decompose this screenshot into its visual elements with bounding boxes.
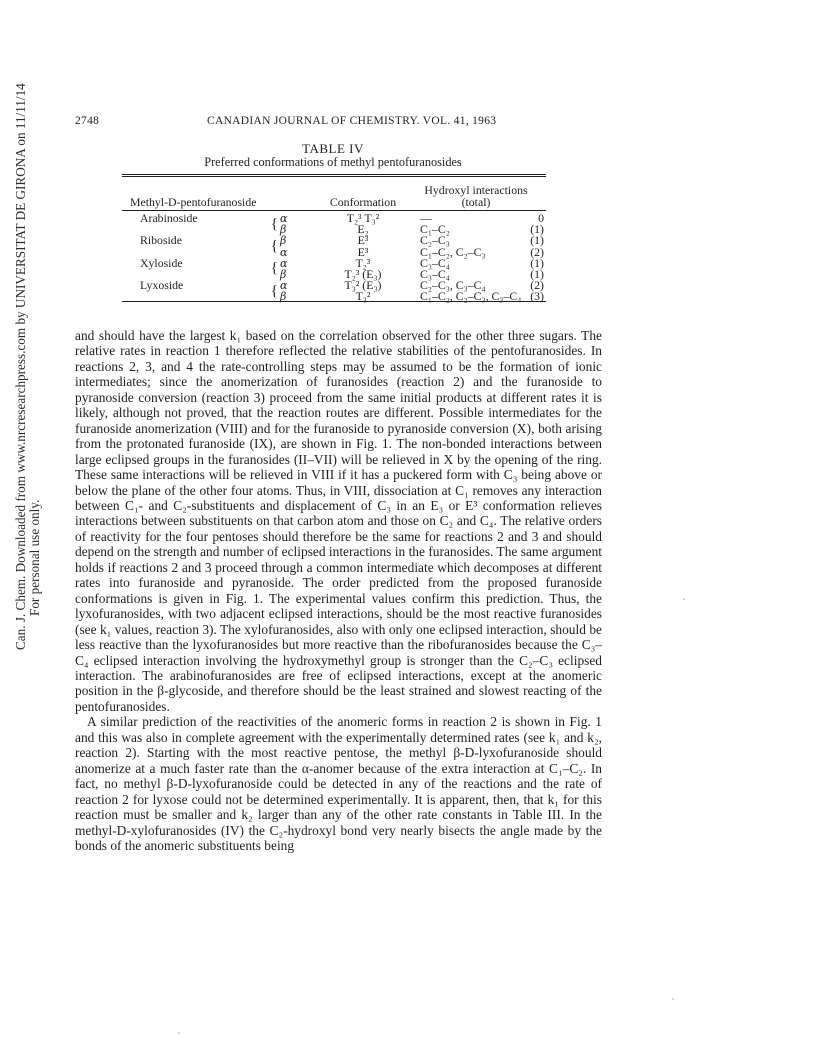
table-top-rule-2 — [122, 176, 546, 177]
table-row — [122, 247, 546, 258]
conformation: E³ — [357, 244, 369, 259]
brace-glyph: { — [270, 260, 278, 277]
interactions: C₃–C₄ — [420, 267, 450, 282]
table-row — [122, 258, 546, 269]
conformation: T₃² — [355, 289, 371, 304]
conformation: T₃² (E₃) — [344, 278, 382, 293]
conformation-table — [122, 180, 546, 303]
scan-speck — [683, 598, 685, 600]
conformation: T₂³ — [355, 255, 371, 270]
col-header-interactions — [406, 180, 546, 208]
conformation: E₂ — [357, 222, 369, 237]
compound-name: Lyxoside — [140, 278, 184, 293]
brace-glyph: { — [270, 282, 278, 299]
page-number: 2748 — [75, 115, 100, 127]
table-row — [122, 291, 546, 302]
anomer: β — [280, 223, 287, 237]
interactions: C₃–C₄ — [420, 255, 450, 270]
anomer: β — [280, 268, 287, 282]
total: (1) — [530, 255, 544, 270]
interactions: C₁–C₂, C₂–C₃ — [420, 244, 486, 259]
anomer: α — [280, 212, 288, 225]
total: 0 — [538, 211, 544, 225]
download-watermark — [13, 83, 42, 650]
col-header-interactions-line1: Hydroxyl interactions — [424, 183, 528, 197]
total: (1) — [530, 233, 544, 248]
journal-title: CANADIAN JOURNAL OF CHEMISTRY. VOL. 41, 1963 — [207, 115, 497, 127]
watermark-line-2: For personal use only. — [27, 499, 42, 616]
brace-glyph: { — [270, 238, 278, 254]
interactions: C₂–C₃ — [420, 233, 450, 248]
conformation: E³ — [357, 233, 369, 248]
interactions: C₁–C₂ — [420, 222, 450, 237]
total: (1) — [530, 267, 544, 282]
scan-speck — [178, 1032, 180, 1034]
anomer: α — [280, 245, 288, 259]
col-header-compound: Methyl-D-pentofuranoside — [130, 195, 257, 209]
paragraph: A similar prediction of the reactivities of the anomeric forms in reaction 2 is shown in Fig. 1 and this was also in complete agreement with the experimentally determined rates (see k₁ and k₂, reaction 2). Starting with the most reactive pentose, the methyl β-D-lyxofuranoside should anomerize at a much faster rate than the α-anomer because of the extra interaction at C₁–C₂. In fact, no methyl β-D-lyxofuranoside could be detected in any of the reactions and the rate of reaction 2 for lyxose could not be determined experimentally. It is apparent, then, that k₁ for this reaction must be smaller and k₂ larger than any of the other rate constants in Table III. In the methyl-D-xylofuranosides (IV) the C₂-hydroxyl bond very nearly bisects the angle made by the bonds of the anomeric substituents being — [75, 714, 602, 853]
interactions: C₁–C₂, C₂–C₃, C₃–C₄ — [420, 289, 522, 304]
total: (1) — [530, 222, 544, 237]
interactions: C₂–C₃, C₃–C₄ — [420, 278, 486, 293]
table-row — [122, 224, 546, 235]
compound-name — [122, 291, 262, 302]
total: (2) — [530, 278, 544, 293]
scan-speck — [672, 998, 674, 1000]
compound-name: Xyloside — [140, 255, 183, 270]
conformation: T₂³ (E₃) — [344, 267, 382, 282]
brace-glyph: { — [270, 215, 278, 232]
conformation: T₂³ T₃² — [346, 211, 380, 225]
anomer: α — [280, 279, 288, 293]
compound-name: Riboside — [140, 233, 182, 248]
total: (2) — [530, 244, 544, 259]
table-title: TABLE IV — [302, 141, 364, 156]
anomer: β — [280, 234, 287, 248]
paragraph: and should have the largest k₁ based on the correlation observed for the other three sugars. The relative rates in reaction 1 therefore reflected the relative stabilities of the pentofuranosides. In reactions 2, 3, and 4 the rate-controlling steps may be assumed to be the formation of ionic intermediates; since the anomerization of furanosides (reaction 2) and the furanoside to pyranoside conversion (reaction 3) proceed from the same initial products at different rates it is likely, although not proved, that the reaction routes are different. Possible intermediates for the furanoside anomerization (VIII) and for the furanoside to pyranoside conversion (X), both arising from the protonated furanoside (IX), are shown in Fig. 1. The non-bonded interactions between large eclipsed groups in the furanosides (II–VII) will be relieved in X by the opening of the ring. These same interactions will be relieved in VIII if it has a puckered form with C₃ being above or below the plane of the other four atoms. Thus, in VIII, dissociation at C₁ removes any interaction between C₁- and C₂-substituents and displacement of C₃ in an E₃ or E³ conformation relieves interactions between substituents on that carbon atom and those on C₂ and C₄. The relative orders of reactivity for the four pentoses should therefore be the same for reactions 2 and 3 and should depend on the strength and number of eclipsed interactions in the furanosides. The same argument holds if reactions 2 and 3 proceed through a common intermediate which decomposes at different rates into furanoside and pyranoside. The order predicted from the proposed furanoside conformations is given in Fig. 1. The experimental values confirm this prediction. Thus, the lyxofuranosides, with two adjacent eclipsed interactions, should be the most reactive furanosides (see k₁ values, reaction 3). The xylofuranosides, also with only one eclipsed interaction, should be less reactive than the lyxofuranosides but more reactive than the ribofuranosides because the C₃–C₄ eclipsed interaction involving the hydroxymethyl group is stronger than the C₂–C₃ eclipsed interaction. The arabinofuranosides are free of eclipsed interactions, except at the anomeric position in the β-glycoside, and therefore should be the least strained and slowest reacting of the pentofuranosides. — [75, 328, 602, 714]
anomer: β — [280, 290, 287, 304]
col-header-conformation: Conformation — [329, 195, 397, 209]
total: (3) — [530, 289, 544, 304]
anomer: α — [280, 256, 288, 270]
interactions: — — [420, 211, 432, 225]
compound-name: Arabinoside — [140, 211, 198, 225]
table-row — [122, 213, 546, 224]
body-text — [75, 328, 602, 853]
table-header-row — [122, 180, 546, 208]
watermark-line-1: Can. J. Chem. Downloaded from www.nrcresearchpress.com by UNIVERSITAT DE GIRONA on 11/11/14 — [13, 83, 28, 650]
table-top-rule — [122, 174, 546, 175]
col-header-interactions-line2: (total) — [461, 195, 491, 209]
table-caption: Preferred conformations of methyl pentofuranosides — [204, 155, 462, 169]
